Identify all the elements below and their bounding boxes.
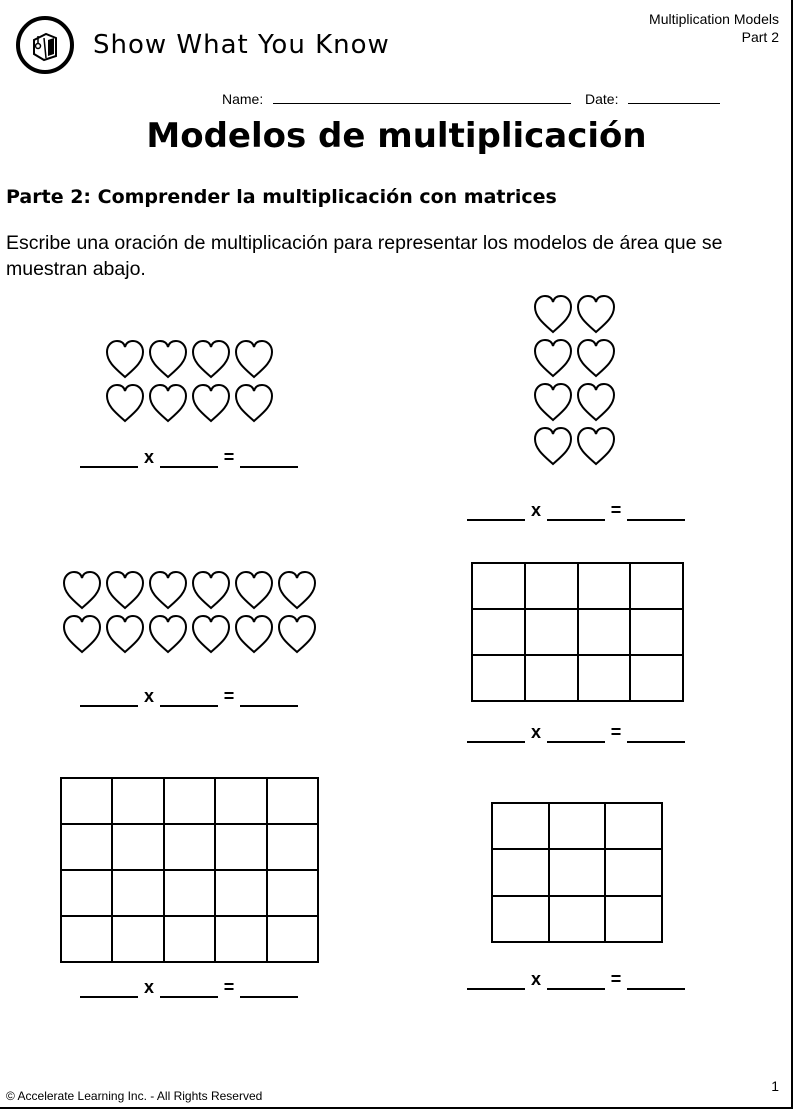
product-blank[interactable] — [627, 501, 685, 521]
grid-cell — [112, 916, 163, 962]
heart-icon — [578, 384, 614, 420]
times-sign: x — [143, 447, 154, 467]
heart-icon — [107, 616, 143, 652]
heart-icon — [535, 296, 571, 332]
grid-cell — [605, 896, 662, 942]
grid-cell — [267, 916, 318, 962]
name-field[interactable] — [273, 103, 571, 104]
grid-cell — [164, 778, 215, 824]
area-grid-4x5 — [60, 777, 319, 963]
heart-array-2x4 — [104, 337, 276, 425]
heart-icon — [107, 572, 143, 608]
heart-icon — [150, 572, 186, 608]
grid-cell — [472, 609, 525, 655]
page-title: Modelos de multiplicación — [146, 116, 647, 156]
heart-array-2x6 — [61, 568, 319, 656]
document-part: Part 2 — [741, 29, 779, 45]
heart-icon — [236, 341, 272, 377]
heart-icon — [279, 616, 315, 652]
equals-sign: = — [610, 969, 622, 989]
product-blank[interactable] — [240, 687, 298, 707]
brand-name: Show What You Know — [93, 30, 390, 60]
heart-icon — [107, 341, 143, 377]
product-blank[interactable] — [627, 970, 685, 990]
heart-icon — [535, 340, 571, 376]
heart-icon — [236, 616, 272, 652]
factor-blank[interactable] — [160, 978, 218, 998]
heart-icon — [578, 428, 614, 464]
grid-cell — [492, 803, 549, 849]
grid-row — [492, 896, 662, 942]
grid-cell — [164, 824, 215, 870]
document-label — [649, 10, 779, 46]
section-title: Parte 2: Comprender la multiplicación con matrices — [6, 186, 557, 208]
grid-cell — [164, 916, 215, 962]
times-sign: x — [530, 722, 541, 742]
grid-cell — [578, 563, 631, 609]
grid-row — [61, 916, 318, 962]
equation-2 — [467, 500, 685, 521]
area-grid-3x3 — [491, 802, 663, 943]
factor-blank[interactable] — [467, 970, 525, 990]
factor-blank[interactable] — [547, 970, 605, 990]
factor-blank[interactable] — [80, 978, 138, 998]
grid-cell — [472, 655, 525, 701]
instructions: Escribe una oración de multiplicación para representar los modelos de área que se muestran abajo. — [6, 232, 723, 280]
times-sign: x — [530, 500, 541, 520]
heart-icon — [193, 616, 229, 652]
grid-cell — [61, 870, 112, 916]
grid-cell — [549, 849, 606, 895]
grid-cell — [61, 916, 112, 962]
heart-icon — [578, 296, 614, 332]
factor-blank[interactable] — [467, 501, 525, 521]
heart-icon — [150, 616, 186, 652]
times-sign: x — [143, 686, 154, 706]
factor-blank[interactable] — [467, 723, 525, 743]
grid-cell — [215, 916, 266, 962]
equals-sign: = — [610, 722, 622, 742]
grid-cell — [630, 563, 683, 609]
heart-array-4x2 — [532, 292, 622, 470]
grid-cell — [61, 778, 112, 824]
grid-cell — [112, 870, 163, 916]
heart-icon — [193, 341, 229, 377]
grid-cell — [215, 824, 266, 870]
grid-cell — [630, 655, 683, 701]
grid-cell — [525, 609, 578, 655]
equals-sign: = — [610, 500, 622, 520]
grid-cell — [267, 824, 318, 870]
grid-cell — [267, 870, 318, 916]
times-sign: x — [530, 969, 541, 989]
heart-icon — [236, 385, 272, 421]
grid-row — [492, 849, 662, 895]
grid-cell — [112, 778, 163, 824]
grid-cell — [525, 655, 578, 701]
equation-6 — [467, 969, 685, 990]
equation-5 — [80, 977, 298, 998]
grid-cell — [549, 896, 606, 942]
grid-cell — [605, 803, 662, 849]
grid-cell — [578, 655, 631, 701]
grid-cell — [164, 870, 215, 916]
grid-row — [472, 563, 683, 609]
equals-sign: = — [223, 977, 235, 997]
heart-icon — [535, 384, 571, 420]
factor-blank[interactable] — [80, 687, 138, 707]
date-label: Date: — [585, 91, 619, 107]
date-field[interactable] — [628, 103, 720, 104]
heart-icon — [236, 572, 272, 608]
grid-cell — [549, 803, 606, 849]
equation-4 — [467, 722, 685, 743]
factor-blank[interactable] — [160, 687, 218, 707]
heart-icon — [578, 340, 614, 376]
grid-cell — [525, 563, 578, 609]
product-blank[interactable] — [240, 978, 298, 998]
grid-cell — [578, 609, 631, 655]
grid-cell — [492, 896, 549, 942]
grid-row — [61, 824, 318, 870]
heart-icon — [279, 572, 315, 608]
grid-cell — [215, 778, 266, 824]
heart-icon — [193, 385, 229, 421]
factor-blank[interactable] — [547, 501, 605, 521]
area-grid-3x4 — [471, 562, 684, 702]
equation-3 — [80, 686, 298, 707]
copyright-footer: © Accelerate Learning Inc. - All Rights Reserved — [6, 1089, 263, 1103]
document-title: Multiplication Models — [649, 11, 779, 27]
grid-row — [492, 803, 662, 849]
grid-row — [472, 609, 683, 655]
grid-cell — [472, 563, 525, 609]
grid-cell — [267, 778, 318, 824]
grid-cell — [61, 824, 112, 870]
grid-cell — [492, 849, 549, 895]
factor-blank[interactable] — [547, 723, 605, 743]
name-label: Name: — [222, 91, 264, 107]
heart-icon — [64, 572, 100, 608]
grid-row — [472, 655, 683, 701]
grid-row — [61, 778, 318, 824]
name-date-row — [222, 91, 720, 107]
equation-1 — [80, 447, 298, 468]
equals-sign: = — [223, 447, 235, 467]
heart-icon — [107, 385, 143, 421]
factor-blank[interactable] — [80, 448, 138, 468]
heart-icon — [193, 572, 229, 608]
grid-cell — [112, 824, 163, 870]
heart-icon — [150, 341, 186, 377]
product-blank[interactable] — [240, 448, 298, 468]
product-blank[interactable] — [627, 723, 685, 743]
page-number: 1 — [771, 1078, 779, 1094]
heart-icon — [150, 385, 186, 421]
grid-row — [61, 870, 318, 916]
grid-cell — [630, 609, 683, 655]
times-sign: x — [143, 977, 154, 997]
factor-blank[interactable] — [160, 448, 218, 468]
grid-cell — [605, 849, 662, 895]
heart-icon — [64, 616, 100, 652]
logo-icon — [16, 16, 74, 74]
grid-cell — [215, 870, 266, 916]
equals-sign: = — [223, 686, 235, 706]
heart-icon — [535, 428, 571, 464]
